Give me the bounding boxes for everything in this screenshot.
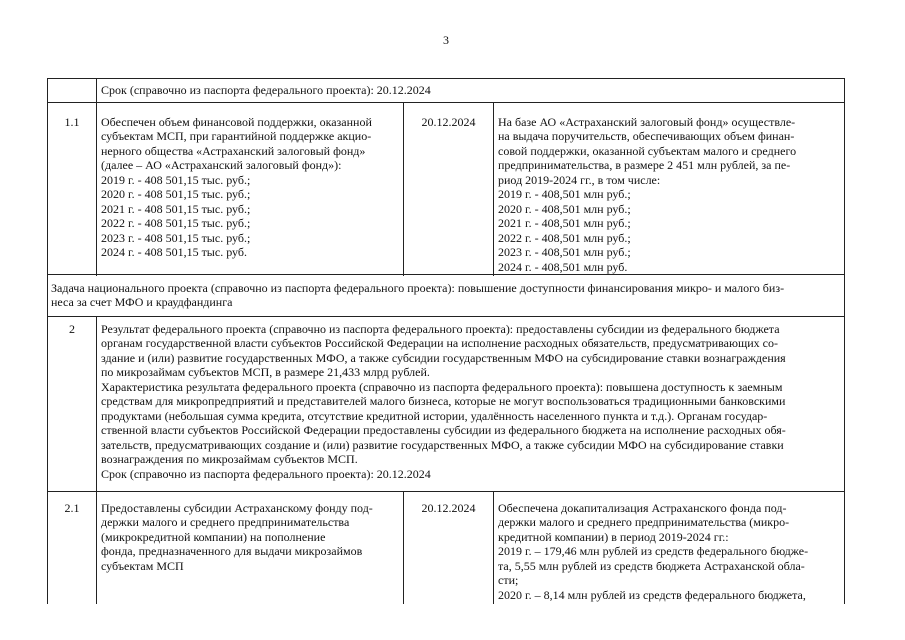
desc-line: держки малого и среднего предпринимательства [101, 515, 350, 529]
row-number: 1.1 [64, 114, 80, 129]
result-line: 2024 г. - 408,501 млн руб. [498, 259, 628, 274]
table-row-1-1 [48, 103, 844, 275]
desc-line: субъектам МСП [101, 558, 184, 573]
desc-line: субъектам МСП, при гарантийной поддержке акцио- [101, 129, 372, 143]
desc-line: 2024 г. - 408 501,15 тыс. руб. [101, 245, 247, 259]
result-line: На базе АО «Астраханский залоговый фонд» осуществле- [498, 114, 796, 129]
table-row-2-1 [48, 492, 844, 604]
row-date: 20.12.2024 [403, 492, 493, 605]
result-line: держки малого и среднего предпринимательства (микро- [498, 515, 790, 529]
result-line: на выдача поручительств, обеспечивающих объем финан- [498, 129, 795, 143]
result-line: 2020 г. – 8,14 млн рублей из средств федерального бюджета, [498, 587, 806, 602]
desc-line: Обеспечен объем финансовой поддержки, оказанной [101, 114, 372, 129]
result-line: совой поддержки, оказанной субъектам малого и среднего [498, 143, 797, 158]
result-line: та, 5,55 млн рублей из средств бюджета Астраханской обла- [498, 558, 805, 573]
text-line: Срок (справочно из паспорта федерального проекта): 20.12.2024 [101, 466, 431, 481]
text-line: зательств, предусматривающих создание и (или) развитие государственных МФО, а также субсидии МФО на субсидирование ставки [101, 437, 784, 452]
result-line: 2022 г. - 408,501 млн руб.; [498, 230, 631, 245]
text-line: средствам для микропредприятий и представителей малого бизнеса, которые не могут воспользоваться традиционными банковскими [101, 394, 786, 408]
text-line: Характеристика результата федерального проекта (справочно из паспорта федерального проекта): повышена доступность к заемным [101, 379, 783, 394]
desc-line: 2022 г. - 408 501,15 тыс. руб.; [101, 216, 251, 230]
text-line: ственной власти субъектов Российской Федерации предоставлены субсидии из федерального бюджета на исполнение расходных обя- [101, 423, 786, 437]
document-table [47, 78, 845, 604]
desc-line: фонда, предназначенного для выдачи микрозаймов [101, 544, 363, 558]
desc-line: 2021 г. - 408 501,15 тыс. руб.; [101, 201, 251, 216]
table-row-2 [48, 317, 844, 492]
table-row-task [48, 275, 844, 317]
desc-line: (микрокредитной компании) на пополнение [101, 529, 326, 544]
result-line: 2021 г. - 408,501 млн руб.; [498, 216, 631, 230]
result-line: Обеспечена докапитализация Астраханского фонда под- [498, 500, 787, 515]
text-line: Результат федерального проекта (справочно из паспорта федерального проекта): предоставлены субсидии из федерального бюджета [101, 321, 780, 336]
desc-line: 2020 г. - 408 501,15 тыс. руб.; [101, 187, 251, 201]
text-line: продуктами (небольшая сумма кредита, отсутствие кредитной истории, удалённость населенного пункта и т.д.). Органам государ- [101, 408, 768, 423]
row-description [96, 492, 403, 605]
text-line: здание и (или) развитие государственных МФО, а также субсидии государственным МФО на субсидирование ставки вознаграждения [101, 350, 786, 365]
desc-line: нерного общества «Астраханский залоговый фонд» [101, 143, 366, 158]
result-line: 2019 г. – 179,46 млн рублей из средств федерального бюдже- [498, 544, 809, 558]
row-date: 20.12.2024 [403, 103, 493, 277]
result-line: кредитной компании) в период 2019-2024 гг.: [498, 529, 729, 544]
task-line: неса за счет МФО и краудфандинга [51, 295, 233, 309]
desc-line: 2019 г. - 408 501,15 тыс. руб.; [101, 172, 251, 187]
desc-line: Предоставлены субсидии Астраханскому фонду под- [101, 500, 373, 515]
result-line: 2023 г. - 408,501 млн руб.; [498, 245, 631, 259]
text-line: органам государственной власти субъектов Российской Федерации на исполнение расходных обязательств, предусматривающих со- [101, 336, 778, 350]
row-number: 2.1 [64, 500, 80, 515]
result-line: 2020 г. - 408,501 млн руб.; [498, 201, 631, 216]
table-row-srok [48, 79, 844, 103]
page-number: 3 [443, 33, 449, 47]
result-line: 2019 г. - 408,501 млн руб.; [498, 187, 631, 201]
row-result [493, 103, 844, 277]
result-line: риод 2019-2024 гг., в том числе: [498, 172, 661, 187]
row-result [493, 492, 844, 605]
srok-text: Срок (справочно из паспорта федерального проекта): 20.12.2024 [96, 79, 844, 102]
row-description [96, 103, 403, 277]
empty-num-cell [48, 79, 96, 102]
result-line: сти; [498, 573, 519, 587]
row-number: 2 [69, 321, 75, 336]
desc-line: (далее – АО «Астраханский залоговый фонд»): [101, 158, 342, 172]
text-line: вознаграждения по микрозаймам субъектов МСП. [101, 452, 358, 466]
desc-line: 2023 г. - 408 501,15 тыс. руб.; [101, 230, 251, 245]
task-line: Задача национального проекта (справочно из паспорта федерального проекта): повышение доступности финансирования микро- и малого биз- [51, 280, 785, 295]
text-line: по микрозаймам субъектов МСП, в размере 21,433 млрд рублей. [101, 365, 430, 379]
result-line: предпринимательства, в размере 2 451 млн рублей, за пе- [498, 158, 791, 172]
row-2-text [96, 317, 844, 491]
